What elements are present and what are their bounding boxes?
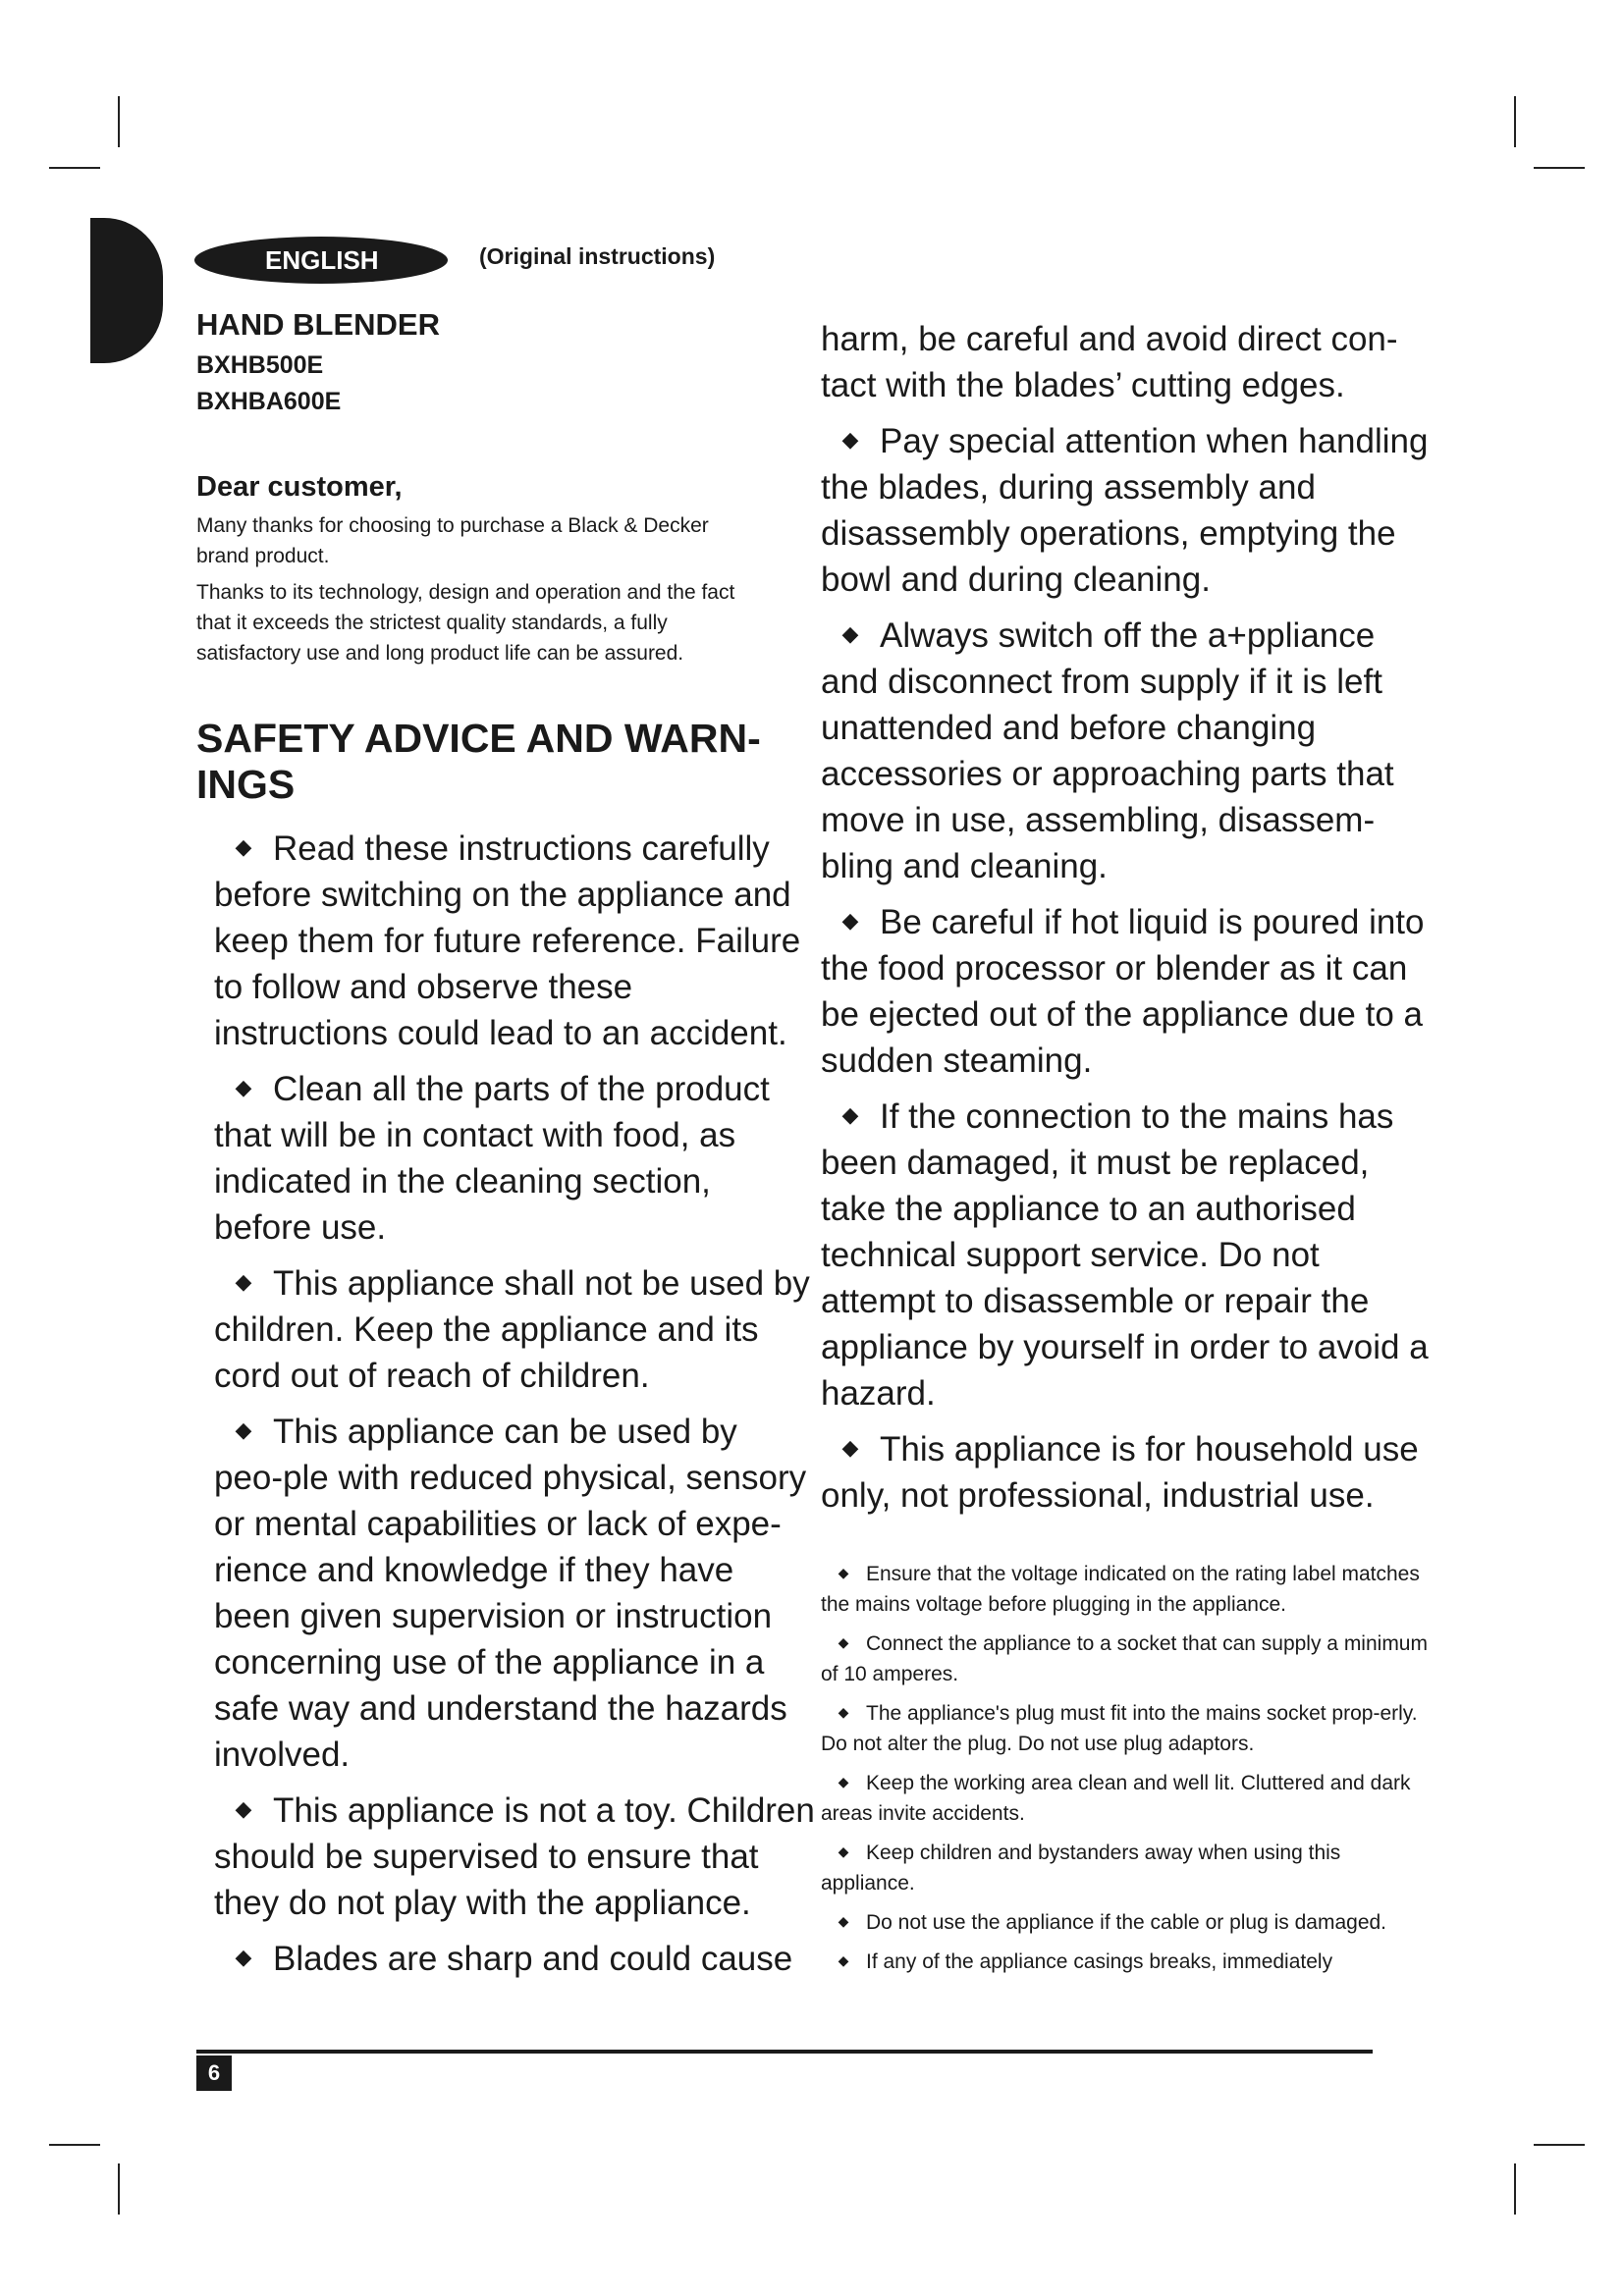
product-title: HAND BLENDER <box>196 307 440 342</box>
diamond-bullet-icon: ◆ <box>838 1913 849 1929</box>
crop-mark <box>1534 167 1585 169</box>
diamond-bullet-icon: ◆ <box>235 834 252 859</box>
list-item: ◆ This appliance can be used by peo-ple with reduced physical, sensory or mental capabilities or lack of expe-rience and knowledge if they have been given supervision or instruction concerning use of the appliance in a safe way and understand the hazards involved. <box>196 1407 815 1778</box>
list-item: ◆ Blades are sharp and could cause <box>196 1934 815 1982</box>
diamond-bullet-icon: ◆ <box>235 1417 252 1442</box>
diamond-bullet-icon: ◆ <box>841 1435 859 1460</box>
list-item: ◆ The appliance's plug must fit into the mains socket prop-erly. Do not alter the plug. Do not use plug adaptors. <box>821 1697 1430 1759</box>
diamond-bullet-icon: ◆ <box>235 1075 252 1099</box>
safety-list-left <box>196 824 815 1982</box>
safety-list-right <box>821 416 1430 1519</box>
list-item: ◆ Do not use the appliance if the cable or plug is damaged. <box>821 1906 1430 1938</box>
list-item: ◆ This appliance is for household use only, not professional, industrial use. <box>821 1424 1430 1519</box>
language-badge: ENGLISH <box>194 237 448 284</box>
right-column <box>821 306 1430 1985</box>
crop-mark <box>118 96 120 147</box>
list-item: ◆ Keep the working area clean and well lit. Cluttered and dark areas invite accidents. <box>821 1767 1430 1829</box>
continued-text: harm, be careful and avoid direct con-tact with the blades’ cutting edges. <box>821 320 1398 404</box>
diamond-bullet-icon: ◆ <box>841 621 859 646</box>
intro-paragraph: Thanks to its technology, design and operation and the fact that it exceeds the strictest quality standards, a fully satisfactory use and long product life can be assured. <box>196 581 735 665</box>
crop-mark <box>1514 96 1516 147</box>
model-number: BXHBA600E <box>196 388 342 415</box>
greeting: Dear customer, <box>196 471 403 503</box>
list-item: ◆ Ensure that the voltage indicated on the rating label matches the mains voltage before plugging in the appliance. <box>821 1558 1430 1620</box>
safety-list-small <box>821 1558 1430 1977</box>
list-item: ◆ If any of the appliance casings breaks, immediately <box>821 1946 1430 1977</box>
list-item: ◆ Keep children and bystanders away when using this appliance. <box>821 1837 1430 1898</box>
safety-heading: SAFETY ADVICE AND WARN-INGS <box>196 716 761 807</box>
diamond-bullet-icon: ◆ <box>838 1704 849 1720</box>
section-tab <box>90 218 163 363</box>
intro-paragraph: Many thanks for choosing to purchase a Black & Decker brand product. <box>196 514 709 567</box>
diamond-bullet-icon: ◆ <box>838 1774 849 1789</box>
original-instructions-note: (Original instructions) <box>479 243 716 269</box>
list-item: ◆ This appliance shall not be used by children. Keep the appliance and its cord out of reach of children. <box>196 1258 815 1399</box>
list-item: ◆ Pay special attention when handling the blades, during assembly and disassembly operations, emptying the bowl and during cleaning. <box>821 416 1430 603</box>
crop-mark <box>49 167 100 169</box>
diamond-bullet-icon: ◆ <box>838 1843 849 1859</box>
crop-mark <box>1534 2144 1585 2146</box>
diamond-bullet-icon: ◆ <box>841 427 859 452</box>
diamond-bullet-icon: ◆ <box>838 1952 849 1968</box>
footer-rule <box>196 2050 1373 2054</box>
diamond-bullet-icon: ◆ <box>838 1634 849 1650</box>
diamond-bullet-icon: ◆ <box>235 1796 252 1821</box>
list-item: ◆ If the connection to the mains has been damaged, it must be replaced, take the appliance to an authorised technical support service. Do not attempt to disassemble or repair the appliance by yourself in order to avoid a hazard. <box>821 1092 1430 1416</box>
diamond-bullet-icon: ◆ <box>838 1565 849 1580</box>
diamond-bullet-icon: ◆ <box>235 1269 252 1294</box>
list-item: ◆ Connect the appliance to a socket that can supply a minimum of 10 amperes. <box>821 1628 1430 1689</box>
crop-mark <box>1514 2163 1516 2215</box>
diamond-bullet-icon: ◆ <box>841 1102 859 1127</box>
diamond-bullet-icon: ◆ <box>235 1945 252 1969</box>
model-number: BXHB500E <box>196 351 324 379</box>
list-item: ◆ This appliance is not a toy. Children should be supervised to ensure that they do not play with the appliance. <box>196 1786 815 1926</box>
page-number: 6 <box>196 2056 232 2091</box>
list-item: ◆ Read these instructions carefully before switching on the appliance and keep them for future reference. Failure to follow and observe these instructions could lead to an accident. <box>196 824 815 1056</box>
list-item: ◆ Clean all the parts of the product that will be in contact with food, as indicated in the cleaning section, before use. <box>196 1064 815 1251</box>
left-column <box>196 306 815 1990</box>
crop-mark <box>118 2163 120 2215</box>
list-item: ◆ Be careful if hot liquid is poured into the food processor or blender as it can be ejected out of the appliance due to a sudden steaming. <box>821 897 1430 1084</box>
diamond-bullet-icon: ◆ <box>841 908 859 933</box>
crop-mark <box>49 2144 100 2146</box>
list-item: ◆ Always switch off the a+ppliance and disconnect from supply if it is left unattended and before changing accessories or approaching parts that move in use, assembling, disassem-bling and cleaning. <box>821 611 1430 889</box>
